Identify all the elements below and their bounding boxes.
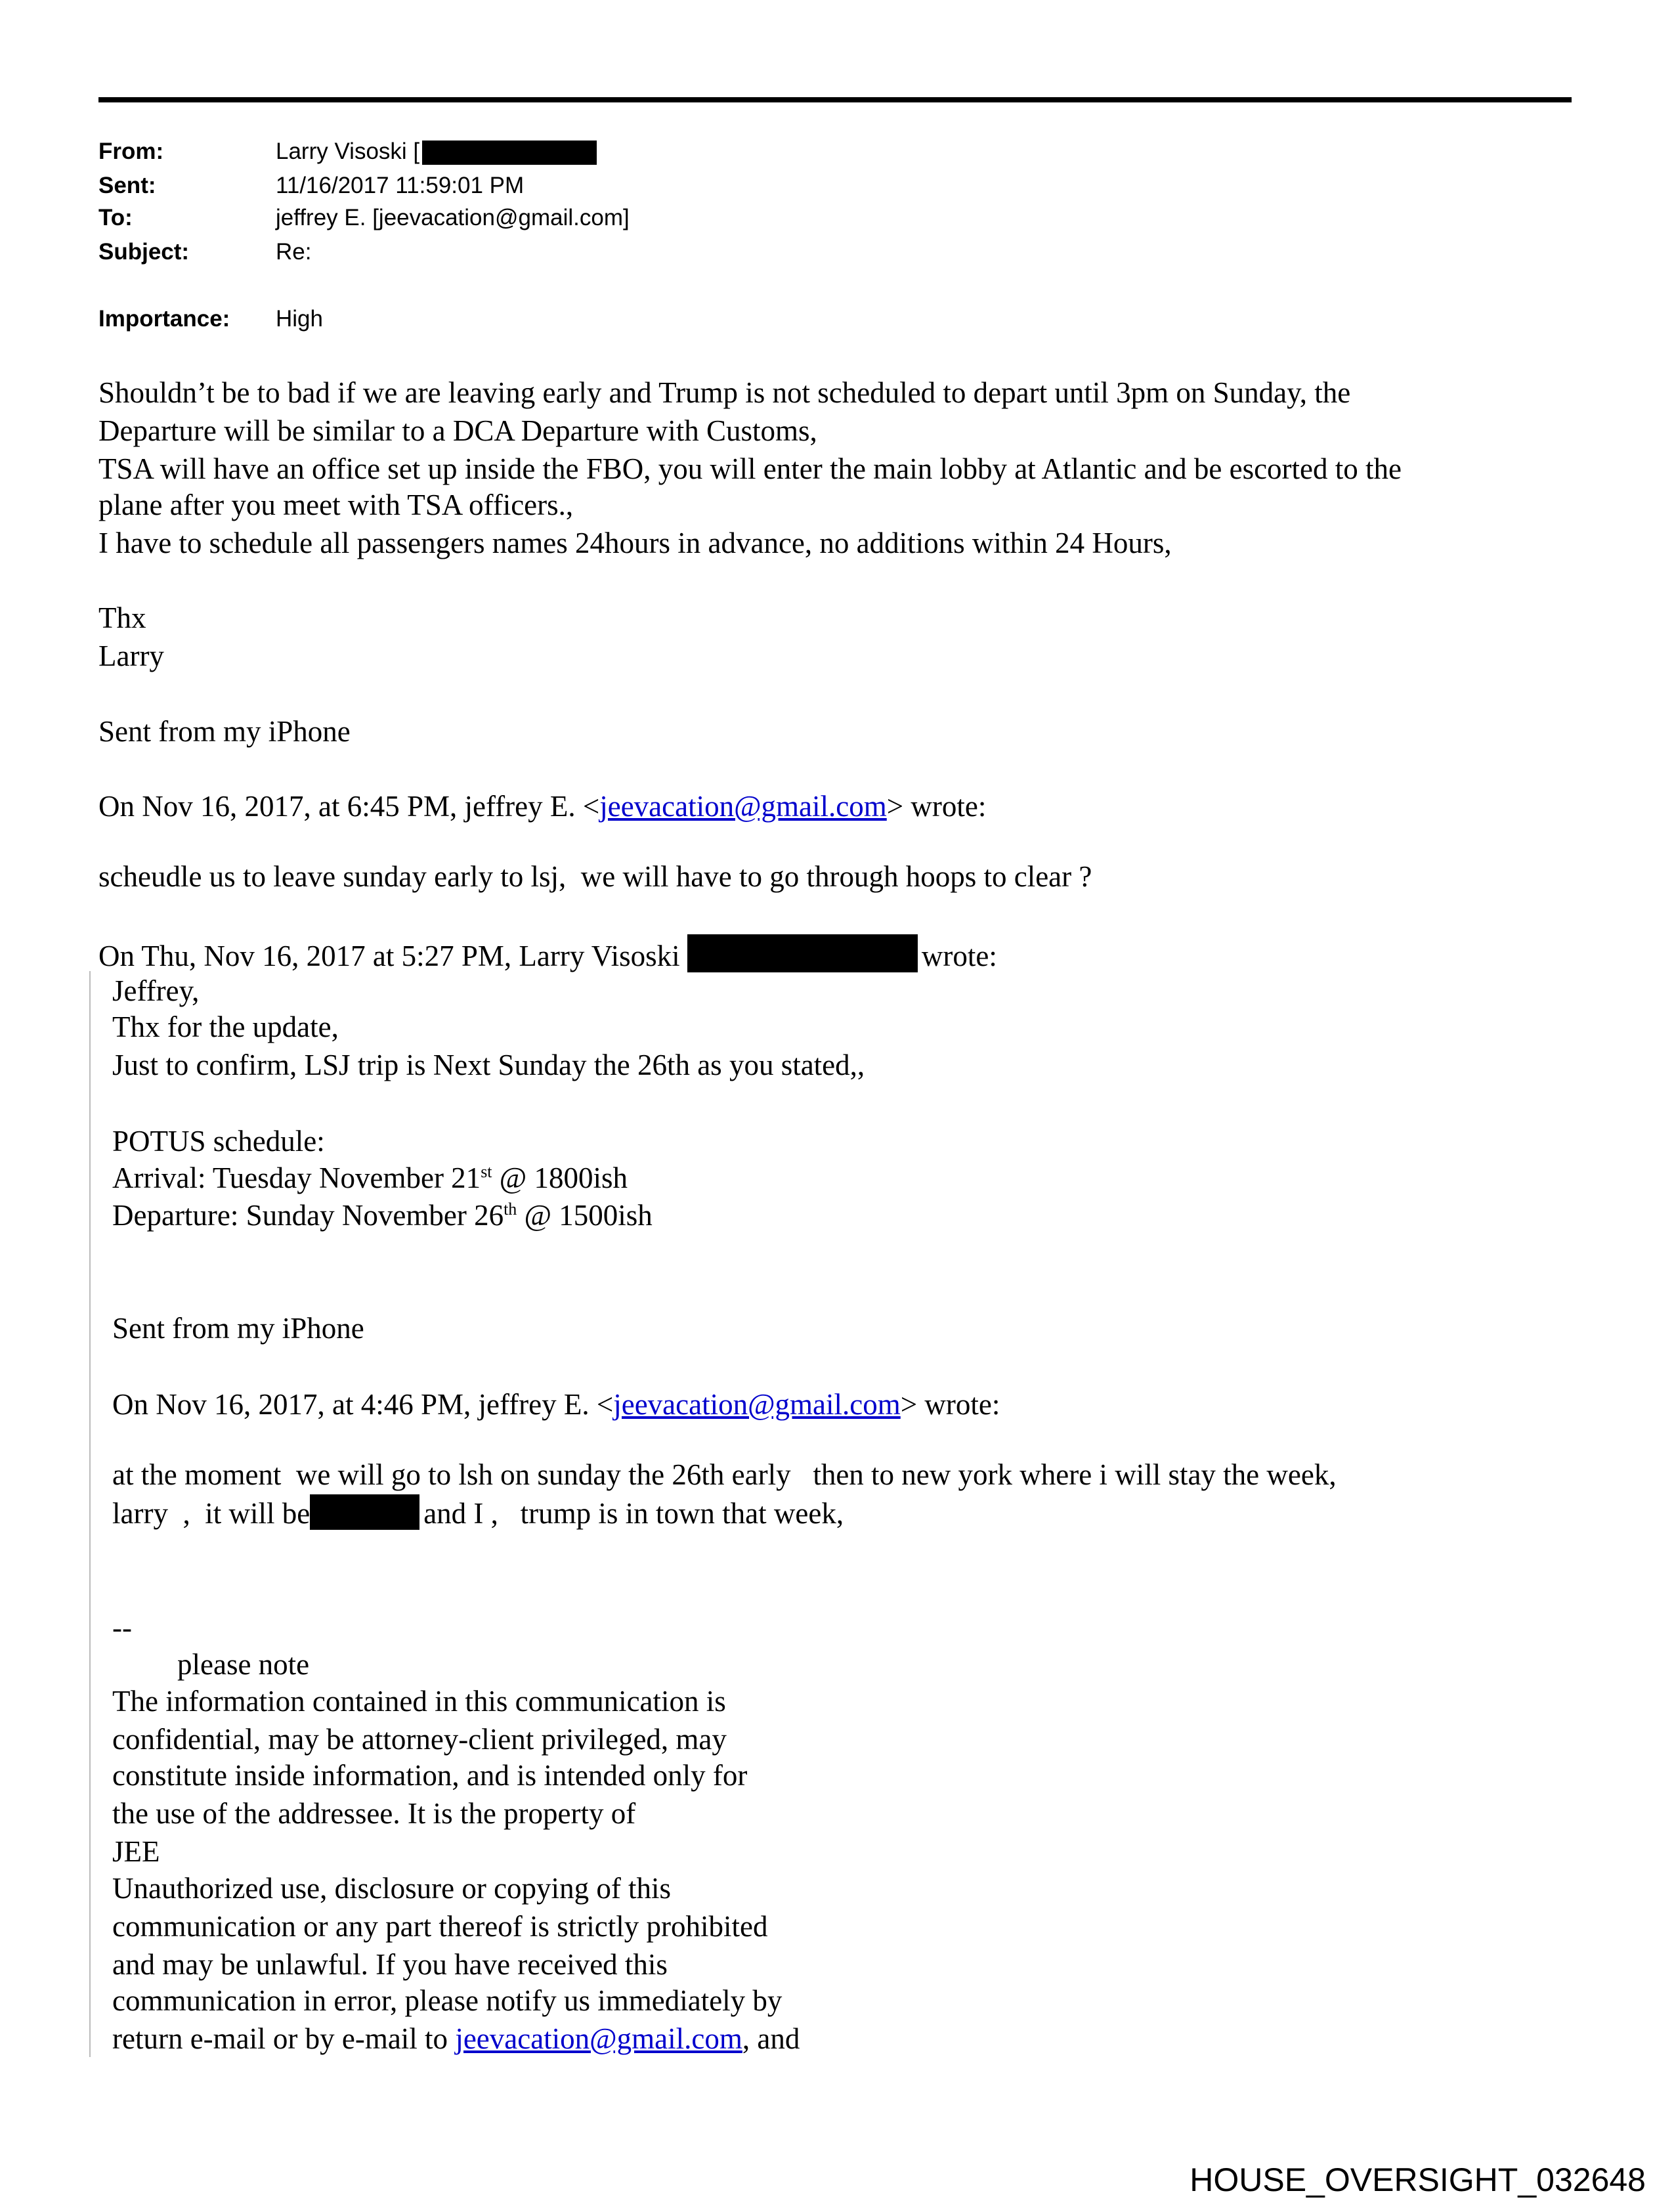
redaction-box — [422, 141, 597, 165]
quote-text: larry , it will be — [112, 1497, 311, 1530]
sent-label: Sent: — [98, 173, 156, 198]
reply-header-text: On Nov 16, 2017, at 4:46 PM, jeffrey E. < — [112, 1388, 614, 1421]
ordinal-suffix: st — [481, 1162, 492, 1181]
disclaimer-line: JEE — [112, 1835, 160, 1868]
disclaimer-text: , and — [742, 2022, 800, 2055]
disclaimer-line — [112, 2020, 800, 2057]
arrival-time: @ 1800ish — [492, 1161, 628, 1194]
disclaimer-line: Unauthorized use, disclosure or copying of this — [112, 1872, 672, 1905]
reply-header — [112, 1386, 1000, 1423]
disclaimer-line: and may be unlawful. If you have received this — [112, 1948, 668, 1981]
bates-number: HOUSE_OVERSIGHT_032648 — [1190, 2161, 1646, 2198]
redaction-box — [310, 1494, 419, 1530]
departure-text: Departure: Sunday November 26 — [112, 1199, 504, 1232]
body-line: Thx — [98, 601, 146, 634]
reply-header-text: > wrote: — [900, 1388, 1000, 1421]
quote-line: Thx for the update, — [112, 1010, 339, 1043]
reply-header-text: > wrote: — [886, 790, 987, 823]
redaction-box — [687, 934, 918, 972]
body-line: plane after you meet with TSA officers., — [98, 488, 574, 521]
reply-header-text: On Nov 16, 2017, at 6:45 PM, jeffrey E. < — [98, 790, 600, 823]
reply-header-text: On Thu, Nov 16, 2017 at 5:27 PM, Larry Visoski — [98, 940, 687, 972]
quote-line — [112, 1197, 653, 1234]
reply-header-text: wrote: — [921, 940, 997, 972]
from-label: From: — [98, 139, 164, 164]
subject-value: Re: — [276, 239, 312, 265]
disclaimer-line: communication or any part thereof is strictly prohibited — [112, 1910, 768, 1943]
email-link[interactable]: jeevacation@gmail.com — [455, 2022, 742, 2055]
signature-dash: -- — [112, 1611, 132, 1644]
reply-header — [98, 788, 986, 825]
quote-line — [112, 1494, 844, 1532]
disclaimer-line: communication in error, please notify us immediately by — [112, 1984, 783, 2017]
quote-line: Just to confirm, LSJ trip is Next Sunday the 26th as you stated,, — [112, 1049, 865, 1081]
subject-label: Subject: — [98, 239, 190, 265]
disclaimer-text: return e-mail or by e-mail to — [112, 2022, 456, 2055]
header-rule — [98, 97, 1572, 102]
quote-line: POTUS schedule: — [112, 1125, 325, 1158]
importance-label: Importance: — [98, 306, 230, 332]
quote-line: Jeffrey, — [112, 974, 200, 1007]
body-line: TSA will have an office set up inside the FBO, you will enter the main lobby at Atlantic and be escorted to the — [98, 452, 1402, 485]
signature-note: please note — [177, 1648, 310, 1681]
body-line: scheudle us to leave sunday early to lsj, we will have to go through hoops to clear ? — [98, 860, 1092, 893]
quote-line — [112, 1160, 628, 1196]
from-value: Larry Visoski [ — [276, 139, 420, 164]
reply-header — [98, 934, 997, 974]
quote-line: Sent from my iPhone — [112, 1312, 364, 1345]
quote-bar — [89, 971, 91, 2057]
disclaimer-line: confidential, may be attorney-client privileged, may — [112, 1723, 727, 1756]
to-value: jeffrey E. [jeevacation@gmail.com] — [276, 205, 630, 230]
sent-value: 11/16/2017 11:59:01 PM — [276, 173, 525, 198]
disclaimer-line: the use of the addressee. It is the property of — [112, 1797, 636, 1830]
body-line: Sent from my iPhone — [98, 715, 351, 748]
body-line: Larry — [98, 640, 164, 672]
email-link[interactable]: jeevacation@gmail.com — [613, 1388, 901, 1421]
email-link[interactable]: jeevacation@gmail.com — [599, 790, 887, 823]
body-line: Departure will be similar to a DCA Departure with Customs, — [98, 414, 817, 447]
ordinal-suffix: th — [504, 1200, 517, 1219]
body-line: Shouldn’t be to bad if we are leaving early and Trump is not scheduled to depart until 3pm on Sunday, the — [98, 376, 1351, 409]
disclaimer-line: constitute inside information, and is intended only for — [112, 1759, 748, 1792]
importance-value: High — [276, 306, 323, 332]
quote-line: at the moment we will go to lsh on sunday the 26th early then to new york where i will stay the week, — [112, 1458, 1337, 1491]
arrival-text: Arrival: Tuesday November 21 — [112, 1161, 481, 1194]
disclaimer-line: The information contained in this communication is — [112, 1685, 726, 1718]
quote-text: and I , trump is in town that week, — [423, 1497, 844, 1530]
to-label: To: — [98, 205, 133, 230]
departure-time: @ 1500ish — [517, 1199, 653, 1232]
body-line: I have to schedule all passengers names 24hours in advance, no additions within 24 Hours, — [98, 527, 1172, 559]
